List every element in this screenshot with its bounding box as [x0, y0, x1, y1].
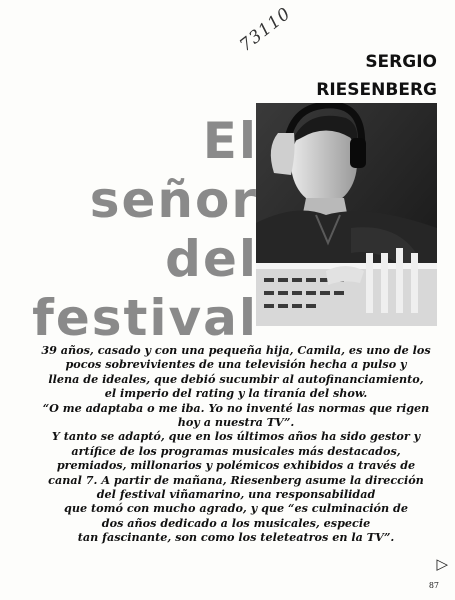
body-line: tan fascinante, son como los teleteatros en la TV”. — [77, 530, 395, 545]
headline-line-3: del — [165, 230, 258, 288]
headline — [28, 112, 258, 348]
body-line: 39 años, casado y con una pequeña hija, Camila, es uno de los — [41, 343, 431, 357]
body-line: llena de ideales, que debió sucumbir al autofinanciamiento, — [48, 371, 424, 386]
portrait-photo — [256, 103, 437, 326]
byline-first-name: SERGIO — [365, 52, 437, 72]
body-line: canal 7. A partir de mañana, Riesenberg asume la dirección — [48, 472, 424, 487]
body-line: del festival viñamarino, una responsabilidad — [96, 487, 376, 502]
next-page-arrow-icon: ▷ — [436, 555, 448, 573]
body-line: premiados, millonarios y polémicos exhibidos a través de — [56, 458, 416, 473]
body-line: el imperio del rating y la tiranía del show. — [104, 386, 368, 401]
body-line: dos años dedicado a los musicales, especie — [101, 515, 371, 530]
body-line: que tomó con mucho agrado, y que “es culminación de — [64, 501, 408, 516]
headline-line-1: El — [202, 112, 258, 170]
byline — [316, 48, 437, 104]
byline-last-name: RIESENBERG — [316, 80, 437, 100]
headline-line-4: festival — [32, 289, 258, 347]
page-number: 87 — [428, 581, 439, 590]
body-line: artífice de los programas musicales más destacados, — [71, 443, 401, 458]
body-line: pocos sobrevivientes de una televisión hecha a pulso y — [65, 357, 407, 372]
body-line: “O me adaptaba o me iba. Yo no inventé las normas que rigen — [42, 400, 430, 415]
man-with-headphones-photo-icon — [256, 103, 437, 326]
article-intro — [32, 343, 440, 545]
headline-line-2: señor — [89, 171, 258, 229]
body-line: Y tanto se adaptó, que en los últimos años ha sido gestor y — [51, 429, 421, 444]
handwritten-note: 73110 — [236, 3, 295, 56]
body-line: hoy a nuestra TV”. — [177, 415, 295, 430]
